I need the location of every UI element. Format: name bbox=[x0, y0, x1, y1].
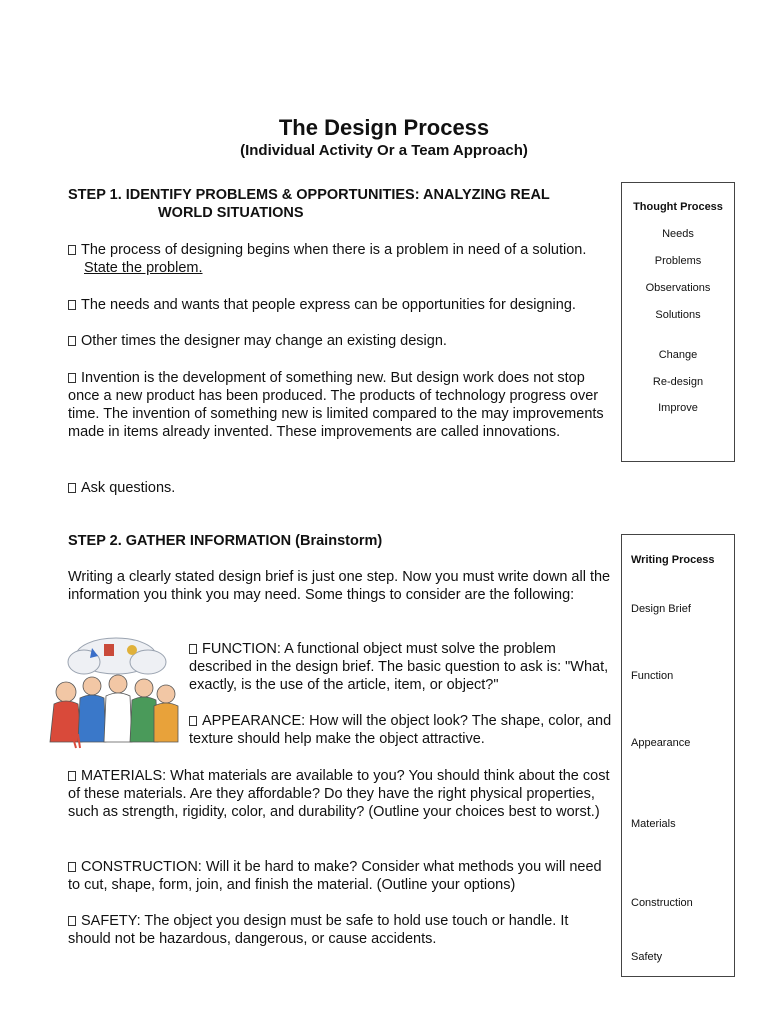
safety-paragraph bbox=[68, 912, 613, 948]
checkbox-bullet-icon bbox=[68, 336, 76, 346]
step1-paragraph-1 bbox=[68, 241, 613, 277]
step2-intro: Writing a clearly stated design brief is just one step. Now you must write down all the information you think you may need. Some things to consider are the following: bbox=[68, 569, 611, 603]
construction-paragraph-text: CONSTRUCTION: Will it be hard to make? Consider what methods you will need to cut, shape, form, join, and finish the material. (Outline your options) bbox=[68, 859, 602, 893]
checkbox-bullet-icon bbox=[68, 771, 76, 781]
step1-paragraph-5-text: Ask questions. bbox=[81, 480, 176, 496]
function-paragraph bbox=[189, 640, 613, 694]
step1-paragraph-1-text: The process of designing begins when there is a problem in need of a solution. bbox=[81, 242, 587, 258]
writing-process-title: Writing Process bbox=[631, 554, 715, 566]
writing-item-appearance: Appearance bbox=[631, 737, 691, 749]
materials-paragraph-text: MATERIALS: What materials are available to you? You should think about the cost of these materials. Are they affordable? Do they have the right physical properties, such as strength, rigidity, color, and durability? (Outline your choices best to worst.) bbox=[68, 768, 610, 820]
writing-item-construction: Construction bbox=[631, 897, 693, 909]
thought-item-problems: Problems bbox=[654, 255, 702, 267]
checkbox-bullet-icon bbox=[189, 644, 197, 654]
checkbox-bullet-icon bbox=[68, 916, 76, 926]
state-problem-text: State the problem. bbox=[84, 260, 203, 276]
step1-paragraph-4 bbox=[68, 369, 613, 441]
appearance-paragraph bbox=[189, 712, 613, 748]
writing-item-function: Function bbox=[631, 670, 674, 682]
thought-process-box bbox=[621, 182, 735, 462]
step1-paragraph-4-text: Invention is the development of something new. But design work does not stop once a new product has been produced. The products of technology progress over time. The invention of something new is limited compared to the may improvements made in items already invented. These improvements are called innovations. bbox=[68, 370, 604, 440]
page-subtitle: (Individual Activity Or a Team Approach) bbox=[240, 142, 528, 159]
construction-paragraph bbox=[68, 858, 613, 894]
thought-item-observations: Observations bbox=[645, 282, 711, 294]
checkbox-bullet-icon bbox=[68, 862, 76, 872]
thought-item-solutions: Solutions bbox=[655, 309, 701, 321]
writing-process-box bbox=[621, 534, 735, 977]
writing-item-materials: Materials bbox=[631, 818, 676, 830]
step1-heading-line2: WORLD SITUATIONS bbox=[158, 205, 304, 221]
brainstorm-illustration bbox=[44, 634, 182, 754]
step2-heading: STEP 2. GATHER INFORMATION (Brainstorm) bbox=[68, 533, 383, 549]
thought-process-title: Thought Process bbox=[633, 201, 723, 213]
step1-paragraph-3 bbox=[68, 332, 613, 350]
step1-paragraph-5 bbox=[68, 479, 613, 497]
step1-heading-line1: STEP 1. IDENTIFY PROBLEMS & OPPORTUNITIES: ANALYZING REAL bbox=[68, 187, 550, 203]
thought-item-change: Change bbox=[658, 349, 698, 361]
appearance-paragraph-text: APPEARANCE: How will the object look? The shape, color, and texture should help make the object attractive. bbox=[189, 713, 612, 747]
checkbox-bullet-icon bbox=[68, 300, 76, 310]
page-title: The Design Process bbox=[278, 115, 490, 140]
checkbox-bullet-icon bbox=[68, 245, 76, 255]
thought-item-improve: Improve bbox=[658, 402, 698, 414]
writing-item-safety: Safety bbox=[631, 951, 663, 963]
thought-item-needs: Needs bbox=[662, 228, 694, 240]
checkbox-bullet-icon bbox=[189, 716, 197, 726]
step1-paragraph-2-text: The needs and wants that people express can be opportunities for designing. bbox=[81, 297, 576, 313]
safety-paragraph-text: SAFETY: The object you design must be safe to hold use touch or handle. It should not be hazardous, dangerous, or cause accidents. bbox=[68, 913, 569, 947]
writing-item-design-brief: Design Brief bbox=[631, 603, 691, 615]
checkbox-bullet-icon bbox=[68, 483, 76, 493]
function-paragraph-text: FUNCTION: A functional object must solve the problem described in the design brief. The basic question to ask is: "What, exactly, is the use of the article, item, or object?" bbox=[189, 641, 609, 693]
checkbox-bullet-icon bbox=[68, 373, 76, 383]
materials-paragraph bbox=[68, 767, 613, 821]
thought-item-redesign: Re-design bbox=[652, 376, 704, 388]
step1-paragraph-3-text: Other times the designer may change an existing design. bbox=[81, 333, 447, 349]
step1-paragraph-2 bbox=[68, 296, 613, 314]
